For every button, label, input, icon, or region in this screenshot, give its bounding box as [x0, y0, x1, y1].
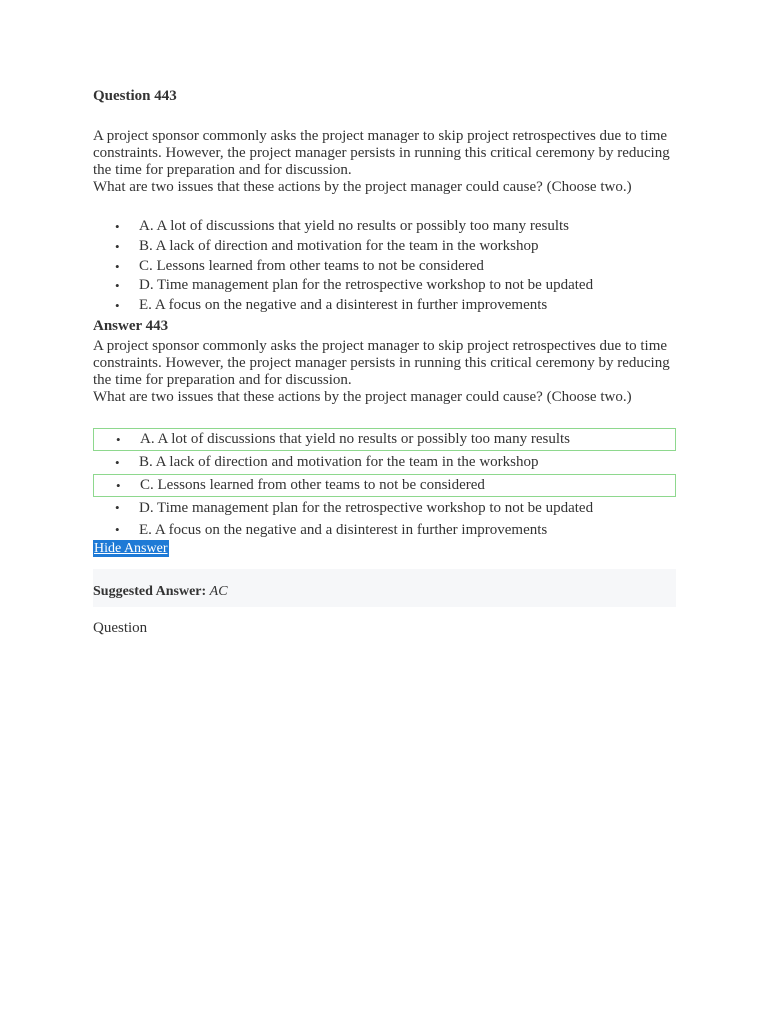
- option-c: • C. Lessons learned from other teams to not be considered: [93, 257, 676, 277]
- answer-option-e: • E. A focus on the negative and a disinterest in further improvements: [93, 519, 676, 541]
- answer-option-c-correct: • C. Lessons learned from other teams to not be considered: [93, 474, 676, 497]
- next-question-heading: Question: [93, 620, 148, 636]
- question-text: [93, 128, 676, 196]
- answer-title: Answer 443: [93, 318, 169, 334]
- answer-option-d: • D. Time management plan for the retrospective workshop to not be updated: [93, 497, 676, 519]
- answer-options: [93, 428, 676, 541]
- question-paragraph: A project sponsor commonly asks the project manager to skip project retrospectives due to time constraints. However, the project manager persists in running this critical ceremony by reducing the time for preparation and for discussion.: [93, 128, 670, 178]
- question-prompt: What are two issues that these actions by the project manager could cause? (Choose two.): [93, 179, 632, 195]
- question-title: Question 443: [93, 88, 177, 104]
- answer-prompt: What are two issues that these actions by the project manager could cause? (Choose two.): [93, 389, 632, 405]
- question-options: [93, 217, 676, 316]
- option-d: • D. Time management plan for the retrospective workshop to not be updated: [93, 276, 676, 296]
- option-a: • A. A lot of discussions that yield no results or possibly too many results: [93, 217, 676, 237]
- option-b: • B. A lack of direction and motivation for the team in the workshop: [93, 237, 676, 257]
- answer-text: [93, 338, 676, 406]
- suggested-answer-box: [93, 569, 676, 607]
- answer-paragraph: A project sponsor commonly asks the project manager to skip project retrospectives due to time constraints. However, the project manager persists in running this critical ceremony by reducing the time for preparation and for discussion.: [93, 338, 670, 388]
- hide-answer-button[interactable]: Hide Answer: [94, 541, 168, 556]
- option-e: • E. A focus on the negative and a disinterest in further improvements: [93, 296, 676, 316]
- suggested-answer-label: Suggested Answer:: [93, 584, 210, 599]
- answer-option-b: • B. A lack of direction and motivation for the team in the workshop: [93, 451, 676, 474]
- suggested-answer-value: AC: [209, 584, 228, 599]
- answer-option-a-correct: • A. A lot of discussions that yield no results or possibly too many results: [93, 428, 676, 451]
